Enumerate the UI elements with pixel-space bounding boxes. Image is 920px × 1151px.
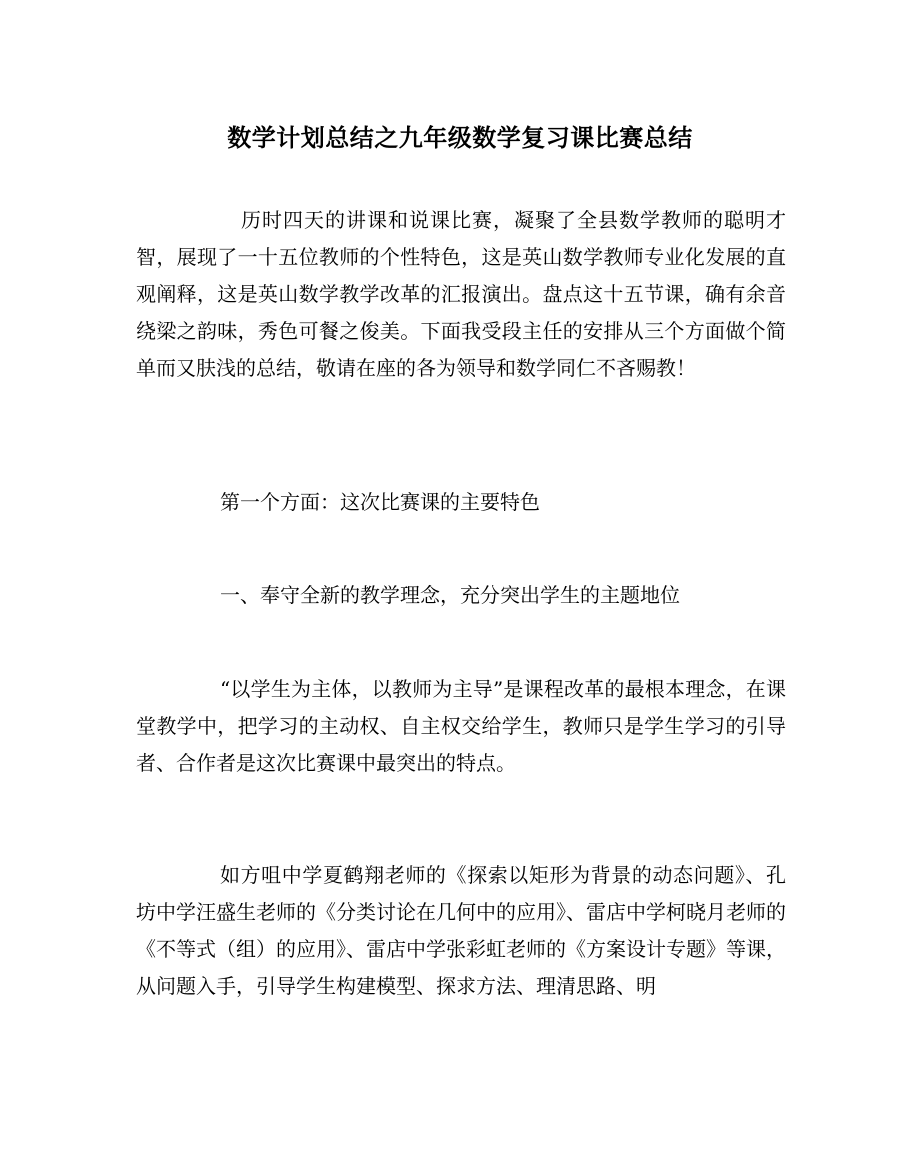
paragraph-intro: 历时四天的讲课和说课比赛，凝聚了全县数学教师的聪明才智，展现了一十五位教师的个性特色，这是英山数学教师专业化发展的直观阐释，这是英山数学教学改革的汇报演出。盘点这十五节课，确有余音绕梁之韵味，秀色可餐之俊美。下面我受段主任的安排从三个方面做个简单而又肤浅的总结，敬请在座的各为领导和数学同仁不吝赐教！ [136,208,786,380]
paragraph-student-centered: “以学生为主体，以教师为主导”是课程改革的最根本理念，在课堂教学中，把学习的主动权、自主权交给学生，教师只是学生学习的引导者、合作者是这次比赛课中最突出的特点。 [136,677,786,775]
paragraph-examples: 如方咀中学夏鹤翔老师的《探索以矩形为背景的动态问题》、孔坊中学汪盛生老师的《分类讨论在几何中的应用》、雷店中学柯晓月老师的《不等式（组）的应用》、雷店中学张彩虹老师的《方案设计专题》等课，从问题入手，引导学生构建模型、探求方法、理清思路、明 [136,863,786,998]
section-heading-first-aspect: 第一个方面：这次比赛课的主要特色 [220,490,540,514]
document-title: 数学计划总结之九年级数学复习课比赛总结 [227,123,693,152]
subsection-heading-one: 一、奉守全新的教学理念，充分突出学生的主题地位 [220,583,680,607]
